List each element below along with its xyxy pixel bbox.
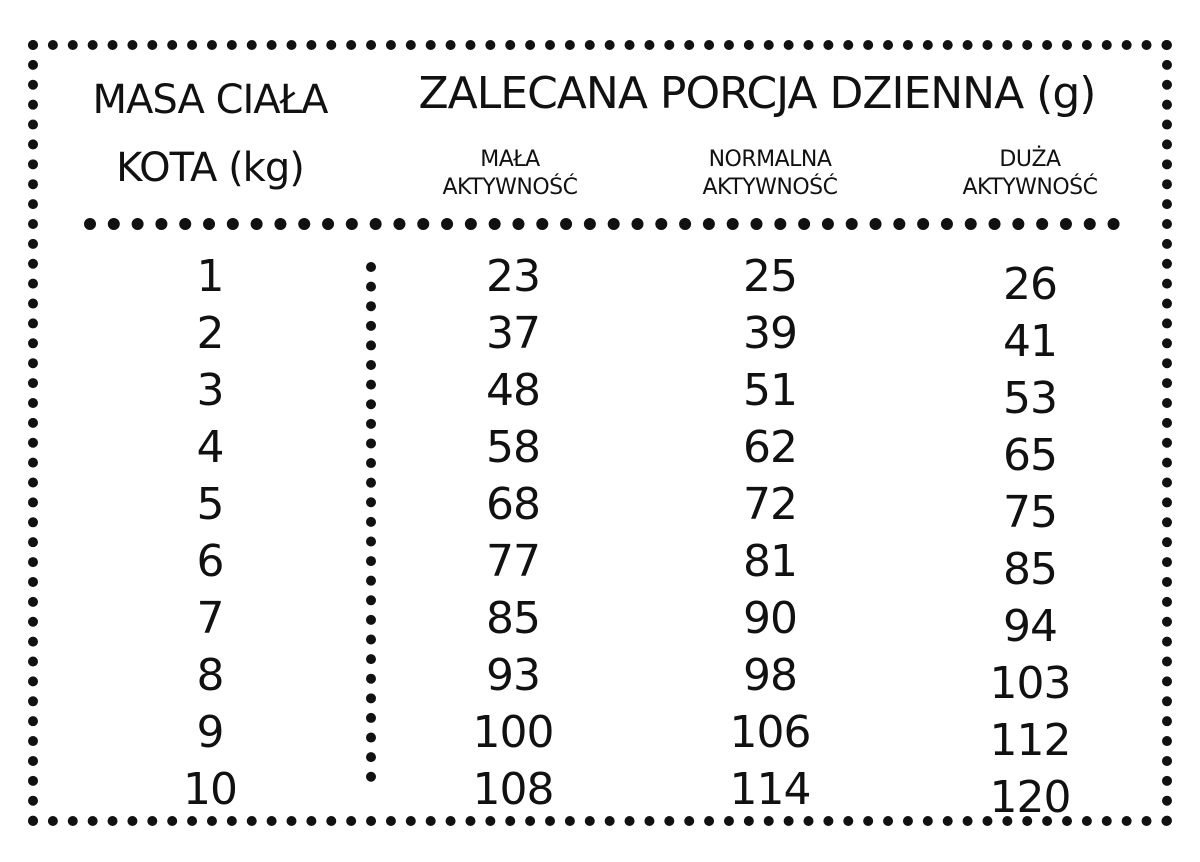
normal-activity-cell: 81 [743,536,797,587]
mass-cell: 5 [196,479,224,530]
high-activity-cell: 94 [1003,601,1057,652]
table-row [0,305,1200,367]
mass-cell: 7 [196,593,224,644]
low-activity-cell: 37 [486,308,540,359]
low-activity-cell: 85 [486,593,540,644]
high-activity-cell: 85 [1003,544,1057,595]
normal-activity-header [640,146,900,202]
low-activity-header [380,146,640,202]
high-activity-label-2: AKTYWNOŚĆ [962,175,1098,200]
table-row [0,590,1200,652]
mass-header-line2: KOTA (kg) [116,145,304,191]
low-activity-label-2: AKTYWNOŚĆ [442,175,578,200]
mass-cell: 4 [196,422,224,473]
table-row [0,761,1200,823]
low-activity-cell: 100 [472,707,554,758]
mass-cell: 3 [196,365,224,416]
low-activity-label: MAŁA [480,147,540,172]
high-activity-label: DUŻA [999,147,1061,172]
high-activity-cell: 65 [1003,430,1057,481]
low-activity-cell: 23 [486,251,540,302]
mass-cell: 10 [183,764,237,815]
table-row [0,647,1200,709]
high-activity-header [900,146,1160,202]
mass-cell: 2 [196,308,224,359]
table-row [0,476,1200,538]
high-activity-cell: 53 [1003,373,1057,424]
low-activity-cell: 108 [472,764,554,815]
normal-activity-cell: 25 [743,251,797,302]
table-row [0,704,1200,766]
normal-activity-label-2: AKTYWNOŚĆ [702,175,838,200]
table-row [0,362,1200,424]
portion-table-body [0,248,1200,823]
high-activity-cell: 75 [1003,487,1057,538]
table-row [0,533,1200,595]
normal-activity-cell: 106 [729,707,811,758]
portion-title: ZALECANA PORCJA DZIENNA (g) [418,68,1096,119]
high-activity-cell: 41 [1003,316,1057,367]
normal-activity-cell: 114 [729,764,811,815]
normal-activity-cell: 90 [743,593,797,644]
normal-activity-cell: 39 [743,308,797,359]
low-activity-cell: 93 [486,650,540,701]
low-activity-cell: 68 [486,479,540,530]
table-row [0,419,1200,481]
normal-activity-cell: 51 [743,365,797,416]
high-activity-cell: 103 [989,658,1071,709]
mass-cell: 6 [196,536,224,587]
mass-cell: 9 [196,707,224,758]
high-activity-cell: 120 [989,772,1071,823]
normal-activity-cell: 72 [743,479,797,530]
mass-header-line1: MASA CIAŁA [92,77,328,123]
normal-activity-cell: 98 [743,650,797,701]
low-activity-cell: 77 [486,536,540,587]
header-dotted-separator [84,218,1120,230]
low-activity-cell: 58 [486,422,540,473]
low-activity-cell: 48 [486,365,540,416]
mass-cell: 8 [196,650,224,701]
normal-activity-label: NORMALNA [708,147,832,172]
table-row [0,248,1200,310]
high-activity-cell: 112 [989,715,1071,766]
mass-cell: 1 [196,251,224,302]
normal-activity-cell: 62 [743,422,797,473]
high-activity-cell: 26 [1003,259,1057,310]
